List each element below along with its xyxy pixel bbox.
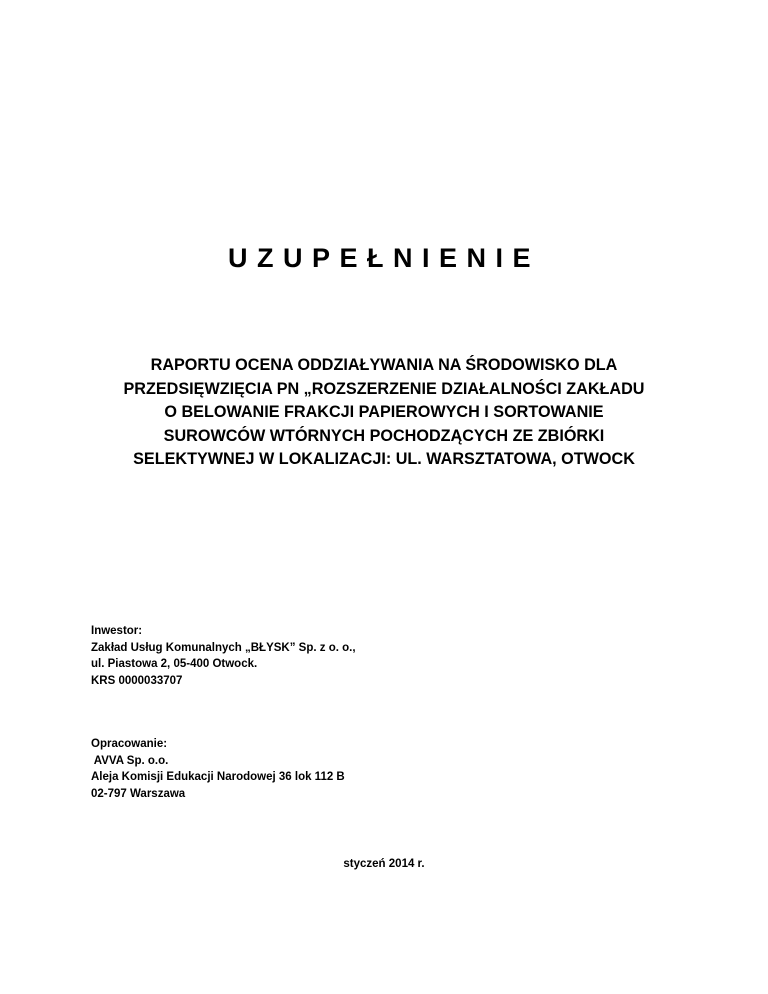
- subtitle-line: SUROWCÓW WTÓRNYCH POCHODZĄCYCH ZE ZBIÓRKI: [163, 426, 605, 445]
- prepared-by-city: 02-797 Warszawa: [91, 787, 186, 800]
- investor-krs: KRS 0000033707: [91, 674, 183, 687]
- document-date: styczeń 2014 r.: [343, 858, 425, 870]
- prepared-by-block: [91, 736, 345, 802]
- prepared-by-company: AVVA Sp. o.o.: [91, 754, 169, 767]
- subtitle-line: PRZEDSIĘWZIĘCIA PN „ROZSZERZENIE DZIAŁALNOŚCI ZAKŁADU: [123, 379, 645, 398]
- report-subtitle: [70, 354, 698, 472]
- subtitle-line: O BELOWANIE FRAKCJI PAPIEROWYCH I SORTOWANIE: [164, 403, 604, 422]
- prepared-by-street: Aleja Komisji Edukacji Narodowej 36 lok 112 B: [91, 771, 345, 783]
- subtitle-line: SELEKTYWNEJ W LOKALIZACJI: UL. WARSZTATOWA, OTWOCK: [133, 450, 635, 469]
- investor-block: [91, 623, 356, 689]
- investor-heading: Inwestor:: [91, 625, 143, 637]
- subtitle-line: RAPORTU OCENA ODDZIAŁYWANIA NA ŚRODOWISKO DLA: [150, 356, 618, 374]
- investor-name: Zakład Usług Komunalnych „BŁYSK” Sp. z o. o.,: [91, 641, 356, 654]
- prepared-by-heading: Opracowanie:: [91, 738, 168, 750]
- investor-address: ul. Piastowa 2, 05-400 Otwock.: [91, 658, 258, 670]
- document-title: UZUPEŁNIENIE: [227, 243, 541, 273]
